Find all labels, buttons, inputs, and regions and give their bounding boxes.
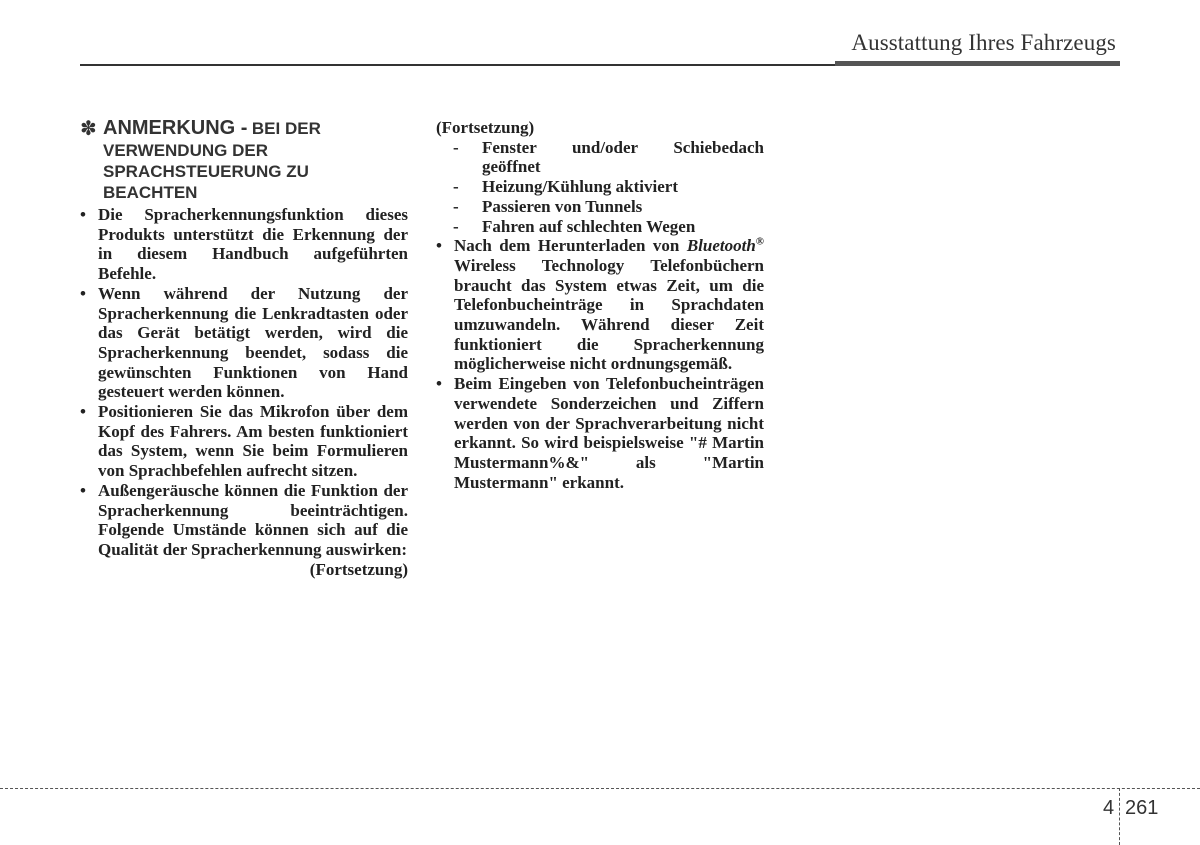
note-title-line1: BEI DER (251, 119, 321, 138)
note-title-line2: VERWENDUNG DER (103, 141, 268, 160)
list-item (436, 236, 764, 374)
dash-mark: - (453, 196, 459, 216)
condition-text: Passieren von Tunnels (482, 196, 643, 216)
bullet-text: Beim Eingeben von Telefonbucheinträgen verwendete Sonderzeichen und Ziffern werden von der Sprachverarbeitung nicht erkannt. So wird beispielsweise "# Martin Mustermann%&" als "Martin Mustermann" erkannt. (454, 374, 764, 492)
condition-item (453, 217, 764, 237)
bullet-text: Die Spracherkennungsfunktion dieses Produkts unterstützt die Erkennung der in diesem Handbuch aufgeführten Befehle. (98, 205, 408, 284)
bullet-dot: • (80, 402, 86, 422)
list-item (80, 205, 408, 284)
bullet-dot: • (436, 236, 442, 256)
note-heading (80, 118, 380, 203)
bullet-dot: • (436, 374, 442, 394)
chapter-number: 4 (1103, 797, 1115, 819)
continued-note: (Fortsetzung) (309, 559, 408, 579)
bluetooth-brand: Bluetooth (686, 236, 756, 256)
bullet-dot: • (80, 283, 86, 303)
condition-item (453, 138, 764, 177)
header-rule (80, 64, 835, 66)
note-star-icon: ✽ (80, 118, 97, 140)
running-header: Ausstattung Ihres Fahrzeugs (851, 30, 1116, 55)
footer-divider (1119, 788, 1120, 845)
dash-mark: - (453, 177, 459, 197)
header-bar (835, 61, 1120, 66)
continued-heading: (Fortsetzung) (436, 118, 535, 137)
dash-mark: - (453, 137, 459, 157)
bullet-text-pre: Nach dem Herunterladen von (454, 236, 680, 256)
note-title-line3: SPRACHSTEUERUNG ZU (103, 162, 309, 181)
footer-rule (0, 788, 1200, 789)
note-label: ANMERKUNG - (103, 117, 248, 139)
bullet-text: Positionieren Sie das Mikrofon über dem Kopf des Fahrers. Am besten funktioniert das System, wenn Sie beim Formulieren von Sprachbefehlen aufrecht sitzen. (98, 402, 408, 481)
dash-mark: - (453, 216, 459, 236)
list-item (80, 402, 408, 481)
bullet-dot: • (80, 205, 86, 224)
bullet-text: Wenn während der Nutzung der Spracherkennung die Lenkradtasten oder das Gerät betätigt werden, wird die Spracherkennung beendet, sodass die gewünschten Funktionen von Hand gesteuert werden können. (98, 283, 408, 402)
bullet-dot: • (80, 480, 86, 500)
bullet-text: Außengeräusche können die Funktion der Spracherkennung beeinträchtigen. Folgende Umstände können sich auf die Qualität der Spracherkennung auswirken: (98, 480, 408, 559)
list-item (80, 284, 408, 402)
registered-mark: ® (755, 235, 765, 248)
list-item (436, 374, 764, 492)
bullet-text-post: Wireless Technology Telefonbüchern braucht das System etwas Zeit, um die Telefonbucheinträge in Sprachdaten umzuwandeln. Während dieser Zeit funktioniert die Spracherkennung möglicherweise nicht ordnungsgemäß. (454, 255, 764, 374)
condition-item (453, 177, 764, 197)
condition-item (453, 197, 764, 217)
right-column (436, 118, 764, 492)
list-item (80, 481, 408, 560)
page-number: 261 (1125, 797, 1159, 819)
condition-text: Fenster und/oder Schiebedach geöffnet (482, 137, 764, 177)
condition-text: Fahren auf schlechten Wegen (482, 216, 696, 236)
note-title-line4: BEACHTEN (103, 183, 198, 202)
left-column (80, 205, 408, 579)
condition-text: Heizung/Kühlung aktiviert (482, 177, 678, 197)
